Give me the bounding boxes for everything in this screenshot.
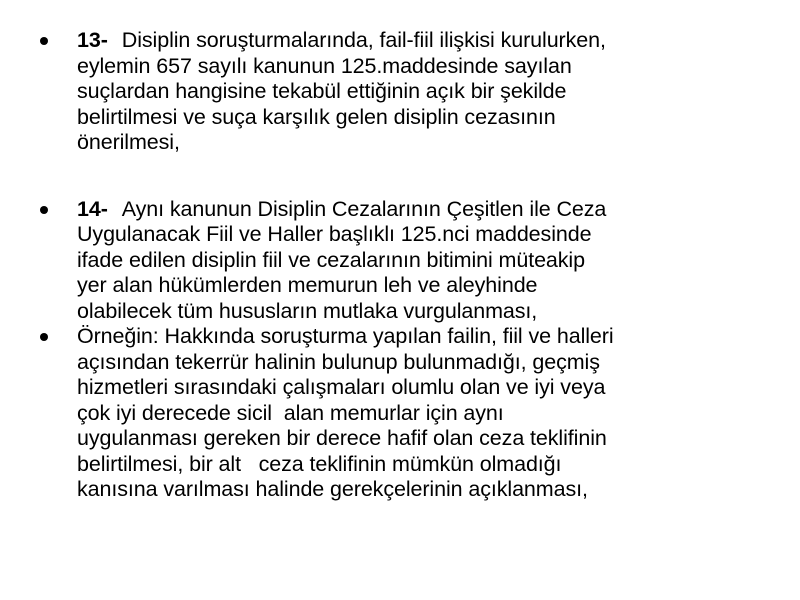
- bullet-text-line: hizmetleri sırasındaki çalışmaları olumlu olan ve iyi veya: [77, 375, 606, 399]
- bullet-item-13: [40, 28, 760, 156]
- bullet-text-line: [77, 197, 760, 223]
- bullet-text-line: önerilmesi,: [77, 130, 180, 154]
- bullet-text-line: belirtilmesi, bir alt ceza teklifinin mümkün olmadığı: [77, 451, 562, 476]
- bullet-item-14: [40, 197, 760, 325]
- bullet-text-line: ifade edilen disiplin fiil ve cezalarının bitimini müteakip: [77, 247, 585, 272]
- bullet-text-line: uygulanması gereken bir derece hafif olan ceza teklifinin: [77, 426, 607, 450]
- bullet-text-line: çok iyi derecede sicil alan memurlar için aynı: [77, 400, 504, 425]
- item-number: 13-: [77, 28, 108, 52]
- bullet-text: Aynı kanunun Disiplin Cezalarının Çeşitlen ile Ceza: [121, 196, 607, 221]
- bullet-dot-icon: [40, 333, 48, 341]
- bullet-text-line: belirtilmesi ve suça karşılık gelen disiplin cezasının: [77, 104, 556, 129]
- bullet-text-line: yer alan hükümlerden memurun leh ve aleyhinde: [77, 273, 538, 297]
- bullet-text: Disiplin soruşturmalarında, fail-fiil ilişkisi kurulurken,: [121, 28, 606, 52]
- bullet-text-line: [77, 28, 760, 54]
- bullet-text-line: suçlardan hangisine tekabül ettiğinin açık bir şekilde: [77, 79, 567, 103]
- item-number: 14-: [77, 196, 108, 221]
- bullet-text-line: Örneğin: Hakkında soruşturma yapılan failin, fiil ve halleri: [77, 324, 614, 348]
- bullet-text-line: açısından tekerrür halinin bulunup bulunmadığı, geçmiş: [77, 349, 600, 374]
- bullet-text-line: Uygulanacak Fiil ve Haller başlıklı 125.nci maddesinde: [77, 222, 592, 246]
- bullet-dot-icon: [40, 37, 48, 45]
- bullet-text-line: kanısına varılması halinde gerekçelerinin açıklanması,: [77, 477, 588, 501]
- bullet-text-line: eylemin 657 sayılı kanunun 125.maddesinde sayılan: [77, 53, 572, 78]
- bullet-dot-icon: [40, 206, 48, 214]
- bullet-item-ornegin: [40, 324, 760, 503]
- bullet-text-line: olabilecek tüm hususların mutlaka vurgulanması,: [77, 298, 538, 323]
- bullet-list: [40, 28, 760, 503]
